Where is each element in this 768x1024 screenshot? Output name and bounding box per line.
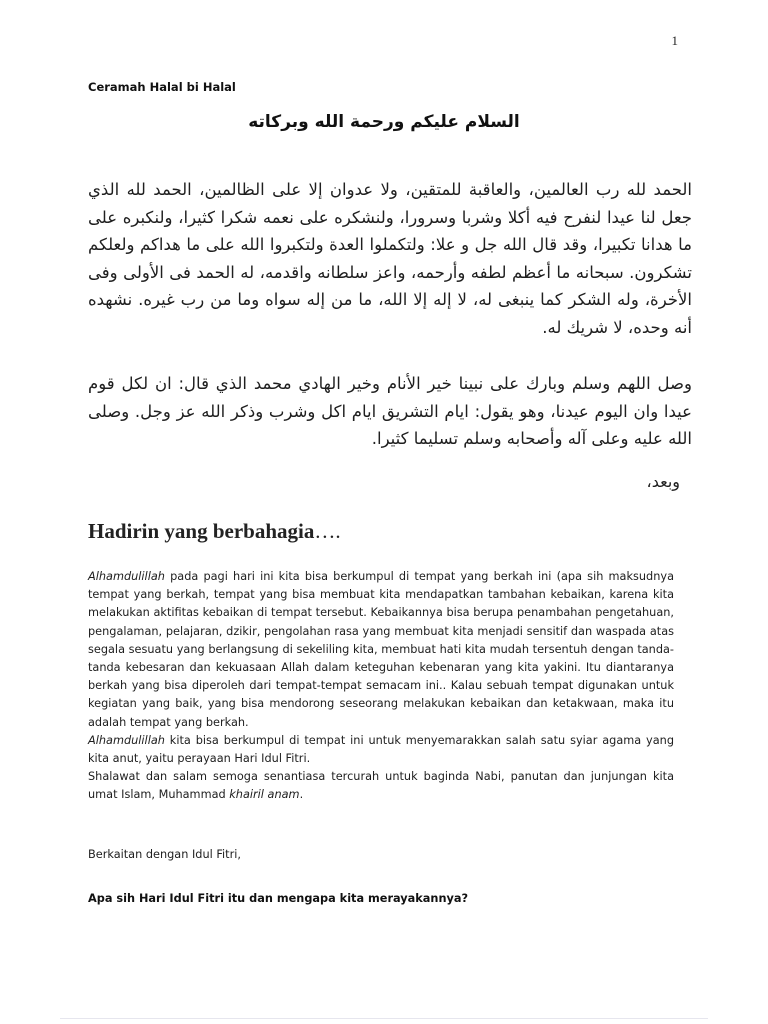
body-paragraph-3 <box>88 768 674 804</box>
paragraph-text: Shalawat dan salam semoga senantiasa tercurah untuk baginda Nabi, panutan dan junjungan kita umat Islam, Muhammad <box>88 770 674 802</box>
italic-term: Alhamdulillah <box>88 733 165 747</box>
body-text <box>88 568 674 805</box>
page-bottom-rule <box>60 1018 708 1019</box>
section-heading-ellipsis: …. <box>314 519 341 543</box>
paragraph-text: kita bisa berkumpul di tempat ini untuk menyemarakkan salah satu syiar agama yang kita anut, yaitu perayaan Hari Idul Fitri. <box>88 733 674 766</box>
section-heading <box>88 519 341 544</box>
page-number: 1 <box>671 33 678 48</box>
berkaitan-line: Berkaitan dengan Idul Fitri, <box>88 848 241 861</box>
italic-term: khairil anam <box>229 788 300 802</box>
section-heading-text: Hadirin yang berbahagia <box>88 519 315 543</box>
arabic-closing-phrase: وبعد، <box>646 472 680 491</box>
arabic-opening-paragraph: الحمد لله رب العالمين، والعاقبة للمتقين، ولا عدوان إلا على الظالمين، الحمد لله الذي جعل لنا عيدا لنفرح فيه أكلا وشربا وسرورا، ولنشكره على نعمه شكرا كثيرا، ولنكبره على ما هدانا تكبيرا، وقد قال الله جل و علا: ولتكملوا العدة ولتكبروا الله على ما هداكم ولعلكم تشكرون. سبحانه ما أعظم لطفه وأرحمه، واعز سلطانه واقدمه، له الحمد فى الأولى وفى الأخرة، وله الشكر كما ينبغى له، لا إله إلا الله، ما من إله سواه وما من رب غيره. نشهده أنه وحده، لا شريك له. <box>88 180 692 337</box>
paragraph-end: . <box>299 788 304 802</box>
body-paragraph-2 <box>88 732 674 768</box>
document-title: Ceramah Halal bi Halal <box>88 80 236 94</box>
question-heading: Apa sih Hari Idul Fitri itu dan mengapa kita merayakannya? <box>88 892 469 905</box>
italic-term: Alhamdulillah <box>88 570 165 583</box>
body-paragraph-1 <box>88 568 674 732</box>
arabic-greeting: السلام عليكم ورحمة الله وبركاته <box>248 112 520 132</box>
arabic-shalawat-paragraph: وصل اللهم وسلم وبارك على نبينا خير الأنام وخير الهادي محمد الذي قال: ان لكل قوم عيدا وان اليوم عيدنا، وهو يقول: ايام التشريق ايام اكل وشرب وذكر الله عز وجل. وصلى الله عليه وعلى آله وأصحابه وسلم تسليما كثيرا. <box>88 374 692 448</box>
paragraph-text: pada pagi hari ini kita bisa berkumpul di tempat yang berkah ini (apa sih maksudnya tempat yang berkah, tempat yang bisa membuat kita mendapatkan tambahan kebaikan, karena kita melakukan aktifitas kebaikan di tempat tersebut. Kebaikannya bisa berupa penambahan pengetahuan, pengalaman, pelajaran, dzikir, pengolahan rasa yang membuat kita menjadi sensitif dan waspada atas segala sesuatu yang berlangsung di sekeliling kita, membuat hati kita mudah tersentuh dengan tanda-tanda kebesaran dan kekuasaan Allah dalam keteguhan kebenaran yang kita yakini. Itu diantaranya berkah yang bisa diperoleh dari tempat-tempat semacam ini.. Kalau sebuah tempat digunakan untuk kegiatan yang baik, yang bisa mendorong seseorang melakukan kebaikan dan ketakwaan, maka itu adalah tempat yang berkah. <box>88 570 674 729</box>
